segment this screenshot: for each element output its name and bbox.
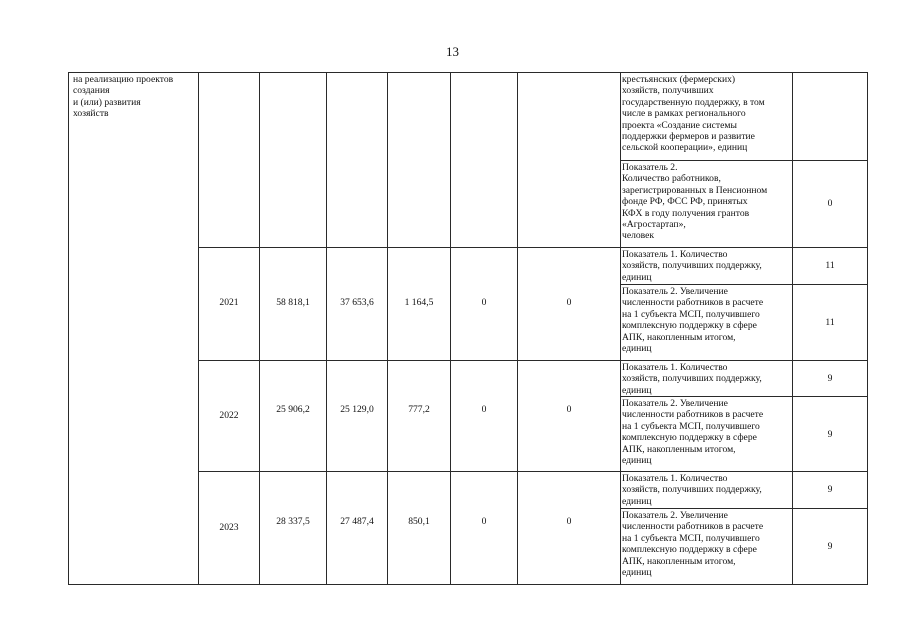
- table-top-border: [68, 72, 868, 73]
- amount-other: 0: [566, 516, 572, 527]
- amount-local: 0: [481, 516, 487, 527]
- indicator-text: Показатель 2. Увеличение численности работников в расчете на 1 субъекта МСП, получившего комплексную поддержку в сфере АПК, накопленным итогом, единиц: [622, 398, 764, 467]
- column-rule: [326, 72, 327, 585]
- indicator-value: 9: [827, 541, 833, 552]
- amount-total: 25 906,2: [276, 404, 310, 415]
- amount-other: 0: [566, 297, 572, 308]
- year-cell: 2021: [219, 297, 239, 308]
- row-rule: [198, 471, 868, 472]
- indicator-text: Показатель 1. Количество хозяйств, получивших поддержку, единиц: [622, 249, 762, 283]
- amount-federal: 37 653,6: [340, 297, 374, 308]
- column-rule: [450, 72, 451, 585]
- amount-total: 28 337,5: [276, 516, 310, 527]
- column-rule: [387, 72, 388, 585]
- indicator-text: Показатель 2. Увеличение численности работников в расчете на 1 субъекта МСП, получившего комплексную поддержку в сфере АПК, накопленным итогом, единиц: [622, 286, 764, 355]
- page-number: 13: [446, 44, 459, 59]
- indicator-text: Показатель 2. Увеличение численности работников в расчете на 1 субъекта МСП, получившего комплексную поддержку в сфере АПК, накопленным итогом, единиц: [622, 510, 764, 579]
- column-rule: [792, 72, 793, 585]
- amount-federal: 25 129,0: [340, 404, 374, 415]
- table-bottom-border: [68, 584, 868, 585]
- amount-total: 58 818,1: [276, 297, 310, 308]
- indicator-text: Показатель 1. Количество хозяйств, получивших поддержку, единиц: [622, 362, 762, 396]
- amount-local: 0: [481, 297, 487, 308]
- indicator-text: Показатель 2. Количество работников, зарегистрированных в Пенсионном фонде РФ, ФСС РФ, принятых КФХ в году получения грантов «Агростартап», человек: [622, 162, 768, 242]
- column-rule: [517, 72, 518, 585]
- amount-regional: 1 164,5: [404, 297, 434, 308]
- indicator-value: 9: [827, 429, 833, 440]
- indicator-value: 0: [827, 198, 833, 209]
- indicator-value: 11: [825, 260, 835, 271]
- column-rule: [68, 72, 69, 585]
- row-rule: [620, 284, 868, 285]
- year-cell: 2022: [219, 410, 239, 421]
- amount-regional: 777,2: [408, 404, 430, 415]
- year-cell: 2023: [219, 522, 239, 533]
- indicator-text: Показатель 1. Количество хозяйств, получивших поддержку, единиц: [622, 473, 762, 507]
- amount-federal: 27 487,4: [340, 516, 374, 527]
- row-rule: [620, 508, 868, 509]
- row-rule: [198, 247, 868, 248]
- amount-other: 0: [566, 404, 572, 415]
- amount-regional: 850,1: [408, 516, 430, 527]
- event-description: на реализацию проектов создания и (или) развития хозяйств: [73, 74, 174, 120]
- column-rule: [867, 72, 868, 585]
- column-rule: [620, 72, 621, 585]
- indicator-value: 11: [825, 317, 835, 328]
- indicator-value: 9: [827, 484, 833, 495]
- column-rule: [259, 72, 260, 585]
- indicator-text: крестьянских (фермерских) хозяйств, получивших государственную поддержку, в том числе в рамках регионального проекта «Создание системы поддержки фермеров и развитие сельской кооперации», единиц: [622, 74, 765, 154]
- column-rule: [198, 72, 199, 585]
- row-rule: [198, 360, 868, 361]
- row-rule: [620, 160, 868, 161]
- indicator-value: 9: [827, 373, 833, 384]
- amount-local: 0: [481, 404, 487, 415]
